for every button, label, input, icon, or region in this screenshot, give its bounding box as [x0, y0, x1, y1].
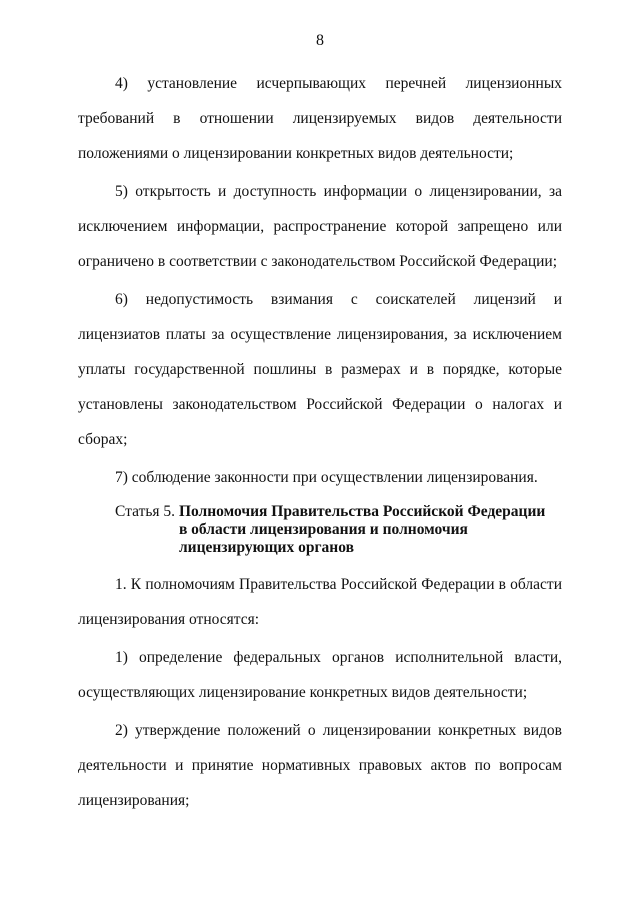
paragraph-item-5: 5) открытость и доступность информации о лицензировании, за исключением информации, распространение которой запрещено или ограничено в соответствии с законодательством Российской Федерации;	[78, 183, 562, 270]
paragraph-subitem-2: 2) утверждение положений о лицензировании конкретных видов деятельности и принятие нормативных правовых актов по вопросам лицензирования;	[78, 722, 562, 809]
article-title-line: в области лицензирования и полномочия	[178, 521, 468, 538]
article-title-line: лицензирующих органов	[178, 539, 354, 556]
page-number: 8	[316, 32, 324, 49]
paragraph-item-7: 7) соблюдение законности при осуществлении лицензирования.	[115, 469, 538, 486]
article-number: Статья 5.	[115, 503, 179, 520]
paragraph-subitem-1: 1) определение федеральных органов исполнительной власти, осуществляющих лицензирование конкретных видов деятельности;	[78, 649, 562, 701]
document-body	[78, 66, 562, 818]
article-title	[179, 503, 549, 557]
paragraph-item-6: 6) недопустимость взимания с соискателей лицензий и лицензиатов платы за осуществление лицензирования, за исключением уплаты государственной пошлины в размерах и в порядке, которые установлены законодательством Российской Федерации о налогах и сборах;	[78, 291, 562, 448]
paragraph-item-4: 4) установление исчерпывающих перечней лицензионных требований в отношении лицензируемых видов деятельности положениями о лицензировании конкретных видов деятельности;	[78, 75, 562, 162]
article-heading	[78, 503, 562, 557]
article-title-line: Полномочия Правительства Российской Федерации	[178, 503, 546, 520]
paragraph-part-1: 1. К полномочиям Правительства Российской Федерации в области лицензирования относятся:	[78, 576, 562, 628]
